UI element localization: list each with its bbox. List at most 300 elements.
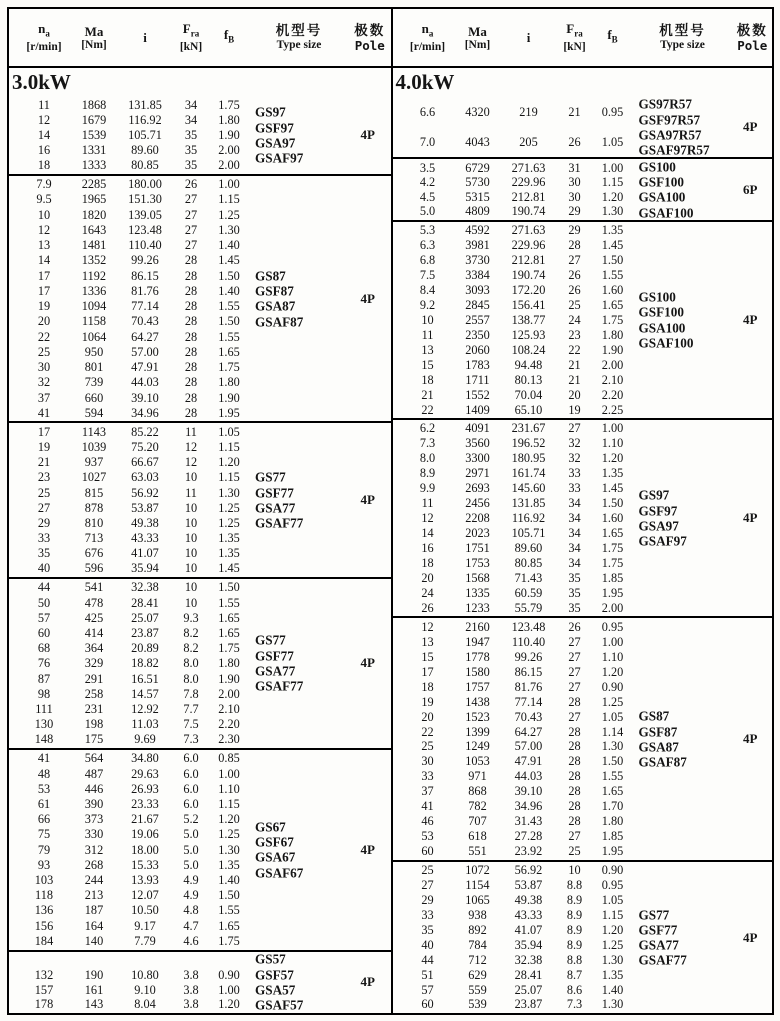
type-size-labels (255, 952, 303, 1013)
type-size-label: GSF67 (255, 834, 294, 850)
cell-i: 99.26 (514, 649, 543, 664)
cell-fra: 28 (184, 253, 198, 268)
cell-na: 16 (37, 143, 51, 158)
cell-fra: 21 (568, 372, 581, 387)
data-rows (393, 222, 773, 418)
col-header-i (117, 30, 173, 45)
cell-fra: 28 (184, 329, 198, 344)
cell-na: 8.4 (419, 282, 436, 297)
cell-fra: 3.8 (183, 997, 199, 1012)
table-row (393, 511, 773, 526)
cell-na: 30 (37, 360, 51, 375)
table-row (9, 686, 391, 701)
cell-i: 32.38 (514, 952, 543, 967)
cell-na: 12 (421, 511, 434, 526)
cell-na: 184 (34, 933, 54, 948)
header-symbol-sub: B (611, 34, 618, 45)
cell-na: 41 (421, 799, 434, 814)
type-size-label: GSAF87 (638, 754, 687, 770)
cell-i: 8.04 (134, 997, 156, 1012)
cell-i: 139.05 (128, 207, 162, 222)
header-symbol (659, 24, 706, 39)
col-header-ma (455, 24, 501, 52)
type-size-label: GS77 (255, 469, 286, 485)
cell-ma: 364 (84, 641, 104, 656)
table-row (393, 878, 773, 893)
type-size-label: GSAF100 (638, 335, 694, 351)
cell-ma: 1965 (81, 192, 107, 207)
cell-na: 4.5 (419, 189, 436, 204)
cell-ma: 1778 (465, 649, 490, 664)
cell-fb: 1.40 (218, 238, 240, 253)
cell-i: 77.14 (514, 694, 543, 709)
cell-fb: 1.35 (218, 857, 240, 872)
cell-ma: 175 (84, 732, 104, 747)
cell-na: 16 (421, 541, 434, 556)
cell-fb: 1.50 (601, 253, 624, 268)
cell-fra: 12 (184, 440, 198, 455)
table-row (393, 387, 773, 402)
cell-i: 60.59 (514, 585, 543, 600)
cell-ma: 1399 (465, 724, 490, 739)
cell-i: 89.60 (514, 541, 543, 556)
cell-ma: 2693 (465, 481, 490, 496)
cell-na: 37 (37, 390, 51, 405)
cell-na: 32 (37, 375, 51, 390)
cell-ma: 190 (84, 967, 104, 982)
cell-na: 15 (421, 357, 434, 372)
header-symbol-main: 机型号 (659, 22, 706, 39)
cell-fra: 26 (568, 134, 581, 149)
cell-i: 172.20 (511, 282, 546, 297)
cell-fra: 6.0 (183, 781, 199, 796)
cell-fra: 10 (184, 470, 198, 485)
table-row (393, 664, 773, 679)
cell-na: 27 (37, 500, 51, 515)
cell-fb: 2.20 (218, 717, 240, 732)
cell-fra: 28 (184, 405, 198, 420)
cell-i: 27.28 (514, 829, 543, 844)
ratio-block (393, 220, 773, 418)
cell-fra: 27 (568, 829, 581, 844)
cell-na: 10 (421, 312, 434, 327)
cell-ma: 3300 (465, 451, 490, 466)
cell-na: 27 (421, 878, 434, 893)
cell-ma: 268 (84, 857, 104, 872)
type-size-label: GSA77 (255, 663, 296, 679)
cell-ma: 868 (468, 784, 487, 799)
cell-fb: 1.25 (601, 694, 624, 709)
cell-na: 33 (421, 908, 434, 923)
table-row (9, 98, 391, 113)
cell-fb: 1.80 (218, 113, 240, 128)
cell-fra: 11 (185, 485, 197, 500)
table-row (9, 455, 391, 470)
pole-label: 4P (360, 290, 375, 306)
header-unit: [Nm] (464, 38, 491, 51)
header-symbol (38, 21, 50, 42)
column-headers (9, 9, 391, 66)
cell-fra: 27 (184, 207, 198, 222)
cell-i: 271.63 (511, 223, 546, 238)
cell-fb: 1.20 (601, 664, 624, 679)
cell-ma: 291 (84, 671, 104, 686)
cell-fb: 1.80 (601, 327, 624, 342)
cell-fra: 10 (568, 863, 581, 878)
cell-ma: 198 (84, 717, 104, 732)
cell-fra: 27 (568, 253, 581, 268)
cell-fra: 27 (184, 238, 198, 253)
cell-ma: 1679 (81, 113, 107, 128)
cell-fb: 0.95 (601, 105, 624, 120)
cell-fb: 2.20 (601, 387, 624, 402)
table-row (393, 634, 773, 649)
cell-na: 6.6 (419, 105, 436, 120)
cell-fb: 1.95 (601, 844, 624, 859)
table-row (393, 938, 773, 953)
cell-na: 9.5 (36, 192, 52, 207)
cell-fra: 34 (568, 526, 581, 541)
cell-fra: 34 (568, 496, 581, 511)
pole-label: 4P (360, 974, 375, 990)
cell-fb: 1.30 (601, 952, 624, 967)
cell-na: 22 (37, 329, 51, 344)
cell-fra: 34 (568, 556, 581, 571)
cell-ma: 1552 (465, 387, 490, 402)
table-row (9, 299, 391, 314)
cell-fra: 28 (568, 724, 581, 739)
cell-na: 118 (35, 888, 53, 903)
table-header-row (9, 9, 772, 68)
table-row (393, 466, 773, 481)
header-symbol-main: 极数 (354, 22, 386, 39)
cell-fra: 10 (184, 546, 198, 561)
type-size-label: GSF97R57 (638, 111, 701, 127)
ratio-block (393, 860, 773, 1013)
cell-na: 87 (37, 671, 51, 686)
cell-i: 231.67 (511, 421, 546, 436)
col-header-fra (173, 21, 209, 55)
cell-fb: 1.85 (601, 570, 624, 585)
cell-i: 156.41 (511, 297, 546, 312)
cell-i: 29.63 (131, 766, 159, 781)
cell-i: 86.15 (131, 268, 159, 283)
cell-i: 28.41 (514, 967, 543, 982)
cell-na: 25 (37, 485, 51, 500)
cell-fra: 5.0 (183, 827, 199, 842)
header-symbol-main: n (421, 20, 429, 36)
cell-na: 157 (34, 982, 54, 997)
cell-fb: 1.20 (601, 922, 624, 937)
cell-i: 71.43 (514, 570, 543, 585)
header-unit: [kN] (563, 41, 586, 54)
type-size-label: GS97R57 (638, 96, 692, 112)
cell-i: 9.10 (134, 982, 156, 997)
type-size-labels (639, 907, 687, 968)
cell-ma: 1072 (465, 863, 490, 878)
table-row (9, 238, 391, 253)
cell-i: 125.93 (511, 327, 546, 342)
cell-ma: 3560 (465, 436, 490, 451)
table-row (9, 641, 391, 656)
cell-ma: 140 (84, 933, 104, 948)
ratio-block (9, 174, 391, 422)
cell-i: 66.67 (131, 455, 159, 470)
cell-fra: 28 (184, 390, 198, 405)
header-symbol-main: Ma (84, 23, 104, 39)
cell-na: 111 (35, 701, 53, 716)
cell-na: 53 (421, 829, 434, 844)
cell-fb: 2.10 (601, 372, 624, 387)
pole-label: 4P (743, 731, 758, 747)
header-symbol (85, 24, 104, 39)
cell-ma: 676 (84, 546, 104, 561)
table-row (9, 192, 391, 207)
cell-i: 271.63 (511, 160, 546, 175)
table-row (393, 586, 773, 601)
table-row (9, 158, 391, 173)
cell-ma: 938 (468, 908, 487, 923)
type-size-label: GS100 (638, 159, 676, 175)
cell-ma: 564 (84, 751, 104, 766)
cell-fra: 4.7 (183, 918, 199, 933)
table-row (393, 541, 773, 556)
col-header-type (249, 24, 349, 52)
cell-fra: 3.8 (183, 967, 199, 982)
col-header-fra (557, 21, 593, 55)
cell-na: 60 (421, 997, 434, 1012)
cell-fb: 1.20 (218, 812, 240, 827)
cell-fb: 1.65 (601, 526, 624, 541)
col-header-i (501, 30, 557, 45)
table-row (393, 601, 773, 616)
header-symbol-main: i (526, 30, 531, 45)
cell-i: 44.03 (131, 375, 159, 390)
cell-i: 53.87 (131, 500, 159, 515)
header-symbol (143, 30, 147, 45)
cell-i: 18.00 (131, 842, 159, 857)
cell-fb: 1.95 (601, 585, 624, 600)
data-rows (9, 750, 391, 950)
cell-fb: 2.25 (601, 402, 624, 417)
cell-i: 110.40 (128, 238, 162, 253)
cell-fra: 6.0 (183, 751, 199, 766)
cell-i: 10.80 (131, 967, 159, 982)
cell-i: 80.13 (514, 372, 543, 387)
cell-ma: 2060 (465, 342, 490, 357)
table-row (9, 888, 391, 903)
cell-i: 151.30 (128, 192, 162, 207)
col-header-fb (593, 27, 633, 48)
cell-ma: 810 (84, 515, 104, 530)
cell-ma: 937 (84, 455, 104, 470)
cell-fb: 1.80 (601, 814, 624, 829)
cell-fra: 33 (568, 481, 581, 496)
cell-fb: 1.10 (601, 436, 624, 451)
header-symbol (276, 24, 323, 39)
cell-ma: 187 (84, 903, 104, 918)
cell-fra: 8.6 (566, 982, 583, 997)
cell-fra: 28 (568, 238, 581, 253)
cell-fb: 1.40 (218, 873, 240, 888)
cell-na: 12 (37, 113, 51, 128)
type-size-labels (255, 105, 303, 166)
table-row (393, 619, 773, 634)
header-symbol-main: i (143, 30, 147, 45)
cell-fb: 1.15 (218, 440, 240, 455)
cell-fb: 1.35 (601, 466, 624, 481)
cell-i: 43.33 (514, 908, 543, 923)
cell-ma: 801 (84, 360, 104, 375)
col-header-ma (71, 24, 117, 52)
cell-na: 48 (37, 766, 51, 781)
cell-fb: 1.75 (601, 541, 624, 556)
cell-na: 46 (421, 814, 434, 829)
cell-na: 6.8 (419, 253, 436, 268)
data-rows (9, 579, 391, 748)
cell-fb: 1.85 (601, 829, 624, 844)
cell-na: 11 (38, 98, 50, 113)
cell-ma: 1481 (81, 238, 107, 253)
cell-na: 5.0 (419, 204, 436, 219)
cell-fra: 10 (184, 595, 198, 610)
cell-fra: 8.2 (183, 641, 199, 656)
cell-ma: 4809 (465, 204, 490, 219)
cell-fra: 24 (568, 312, 581, 327)
cell-na: 57 (421, 982, 434, 997)
cell-i: 65.10 (514, 402, 543, 417)
header-symbol-main: 机型号 (275, 22, 323, 39)
table-row (9, 128, 391, 143)
cell-i: 55.79 (514, 600, 543, 615)
cell-na: 22 (421, 402, 434, 417)
type-size-label: GSF97 (255, 120, 294, 136)
pole-label: 4P (743, 929, 758, 945)
table-row (9, 766, 391, 781)
power-section (391, 68, 773, 1013)
cell-fb: 1.75 (218, 98, 240, 113)
cell-fra: 28 (184, 299, 198, 314)
cell-fb: 1.15 (601, 908, 624, 923)
pole-label: 4P (360, 127, 375, 143)
cell-fb: 1.20 (218, 997, 240, 1012)
cell-ma: 782 (468, 799, 487, 814)
cell-ma: 950 (84, 344, 104, 359)
cell-fra: 8.8 (566, 878, 583, 893)
cell-fb: 1.55 (601, 268, 624, 282)
cell-i: 47.91 (514, 754, 543, 769)
table-row (9, 982, 391, 997)
table-row (9, 360, 391, 375)
cell-i: 123.48 (128, 222, 162, 237)
cell-fra: 20 (568, 387, 581, 402)
cell-fb: 1.45 (601, 238, 624, 253)
cell-ma: 1352 (81, 253, 107, 268)
cell-fb: 1.30 (218, 485, 240, 500)
cell-fb: 1.90 (218, 390, 240, 405)
cell-na: 132 (34, 967, 54, 982)
table-row (393, 829, 773, 844)
cell-fb: 2.00 (218, 686, 240, 701)
cell-i: 70.43 (514, 709, 543, 724)
cell-na: 51 (421, 967, 434, 982)
cell-ma: 1039 (81, 440, 107, 455)
header-symbol (527, 30, 531, 45)
cell-i: 205 (519, 134, 538, 149)
cell-na: 13 (37, 238, 51, 253)
cell-i: 9.17 (134, 918, 156, 933)
type-size-label: GSF57 (255, 966, 294, 982)
cell-fb: 1.75 (218, 933, 240, 948)
cell-fra: 26 (568, 282, 581, 297)
cell-fra: 10 (184, 530, 198, 545)
cell-fb: 0.95 (601, 619, 624, 634)
cell-i: 64.27 (131, 329, 159, 344)
table-row (393, 814, 773, 829)
cell-fb: 1.00 (218, 177, 240, 192)
cell-fb: 1.60 (601, 282, 624, 297)
table-row (393, 283, 773, 298)
header-symbol (224, 27, 234, 48)
cell-ma: 478 (84, 595, 104, 610)
cell-fb: 0.90 (601, 679, 624, 694)
table-row (9, 375, 391, 390)
cell-ma: 541 (84, 580, 104, 595)
header-symbol (422, 21, 434, 42)
table-row (393, 298, 773, 313)
cell-na: 3.5 (419, 160, 436, 175)
cell-fb: 1.25 (218, 827, 240, 842)
cell-ma: 231 (84, 701, 104, 716)
cell-ma: 4043 (465, 134, 490, 149)
cell-ma: 1947 (465, 634, 490, 649)
type-size-label: GSA87 (638, 739, 679, 755)
table-row (393, 223, 773, 238)
table-row (393, 997, 773, 1012)
cell-i: 49.38 (131, 515, 159, 530)
cell-fra: 7.3 (566, 997, 583, 1012)
table-row (393, 649, 773, 664)
cell-na: 44 (421, 952, 434, 967)
table-row (9, 610, 391, 625)
cell-i: 190.74 (511, 268, 546, 282)
cell-fb: 1.50 (218, 888, 240, 903)
table-row (393, 967, 773, 982)
cell-i: 35.94 (131, 561, 159, 576)
type-size-label: GSAF97 (255, 150, 304, 166)
cell-ma: 3384 (465, 268, 490, 282)
cell-fb: 1.60 (601, 511, 624, 526)
cell-fb: 1.50 (218, 580, 240, 595)
cell-fb: 2.10 (218, 701, 240, 716)
cell-na: 21 (37, 455, 51, 470)
cell-fb: 1.35 (218, 546, 240, 561)
cell-i: 57.00 (131, 344, 159, 359)
cell-fb: 1.25 (218, 207, 240, 222)
cell-na: 50 (37, 595, 51, 610)
cell-i: 11.03 (131, 717, 159, 732)
cell-fb: 1.15 (218, 192, 240, 207)
cell-na: 66 (37, 812, 51, 827)
table-row (9, 177, 391, 192)
header-symbol (354, 24, 385, 39)
cell-fb: 1.14 (601, 724, 624, 739)
cell-na: 60 (421, 844, 434, 859)
cell-na: 17 (37, 424, 51, 439)
type-size-label: GSA77 (638, 937, 679, 953)
table-row (9, 531, 391, 546)
col-header-type (633, 24, 733, 52)
